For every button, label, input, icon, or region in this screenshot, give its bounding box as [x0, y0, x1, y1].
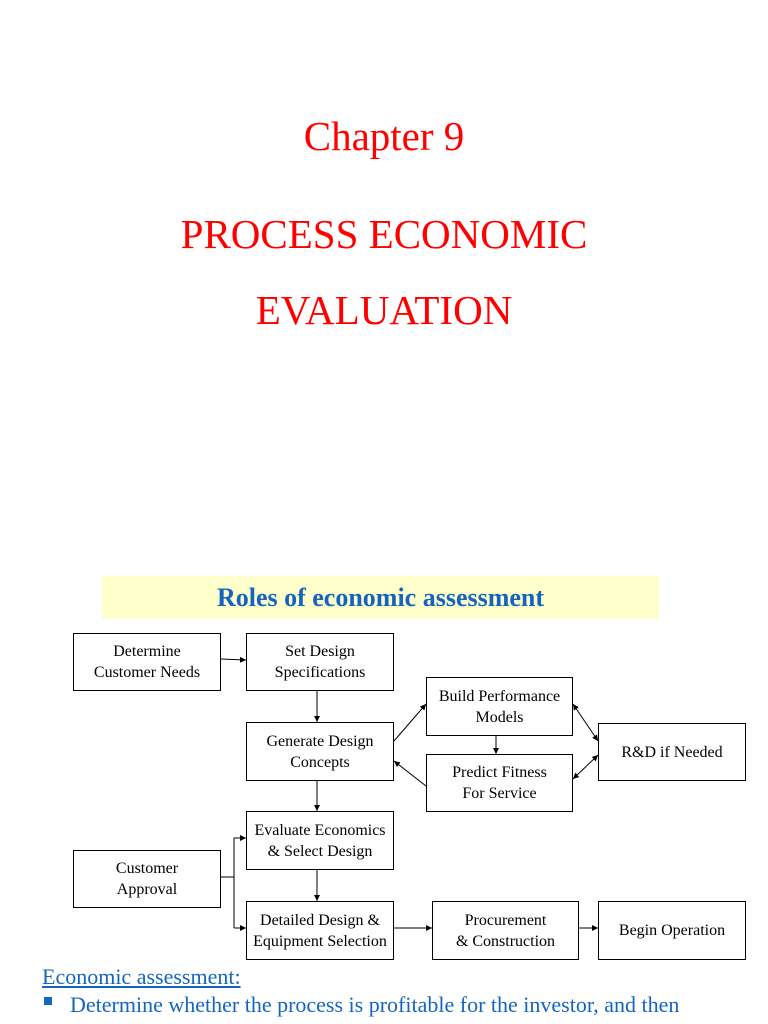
page-title-line-1: PROCESS ECONOMIC [180, 211, 588, 257]
node-predict-fitness: Predict Fitness For Service [426, 754, 573, 812]
node-build-performance-models: Build Performance Models [426, 677, 573, 736]
page-title-line-2: EVALUATION [255, 287, 513, 333]
node-customer-approval: Customer Approval [73, 850, 221, 908]
node-procurement-construction: Procurement & Construction [432, 901, 579, 960]
node-begin-operation: Begin Operation [598, 901, 746, 960]
arrow-needs-to-specs [221, 659, 246, 660]
node-evaluate-economics: Evaluate Economics & Select Design [246, 811, 394, 870]
economic-assessment-heading: Economic assessment: [42, 964, 241, 989]
arrow-fitness-to-concepts [394, 761, 426, 786]
chapter-label: Chapter 9 [303, 113, 465, 159]
arrow-fitness-rd [573, 755, 598, 779]
bullet-item [44, 992, 679, 1018]
node-rd-if-needed: R&D if Needed [598, 723, 746, 781]
node-set-design-specifications: Set Design Specifications [246, 633, 394, 691]
node-detailed-design: Detailed Design & Equipment Selection [246, 901, 394, 960]
square-bullet-icon [44, 997, 52, 1005]
node-determine-customer-needs: Determine Customer Needs [73, 633, 221, 691]
arrow-models-rd [573, 704, 598, 741]
section-heading: Roles of economic assessment [216, 582, 545, 612]
node-generate-design-concepts: Generate Design Concepts [246, 722, 394, 781]
arrow-concepts-to-models [394, 704, 426, 741]
bullet-text: Determine whether the process is profitable for the investor, and then [70, 992, 680, 1017]
